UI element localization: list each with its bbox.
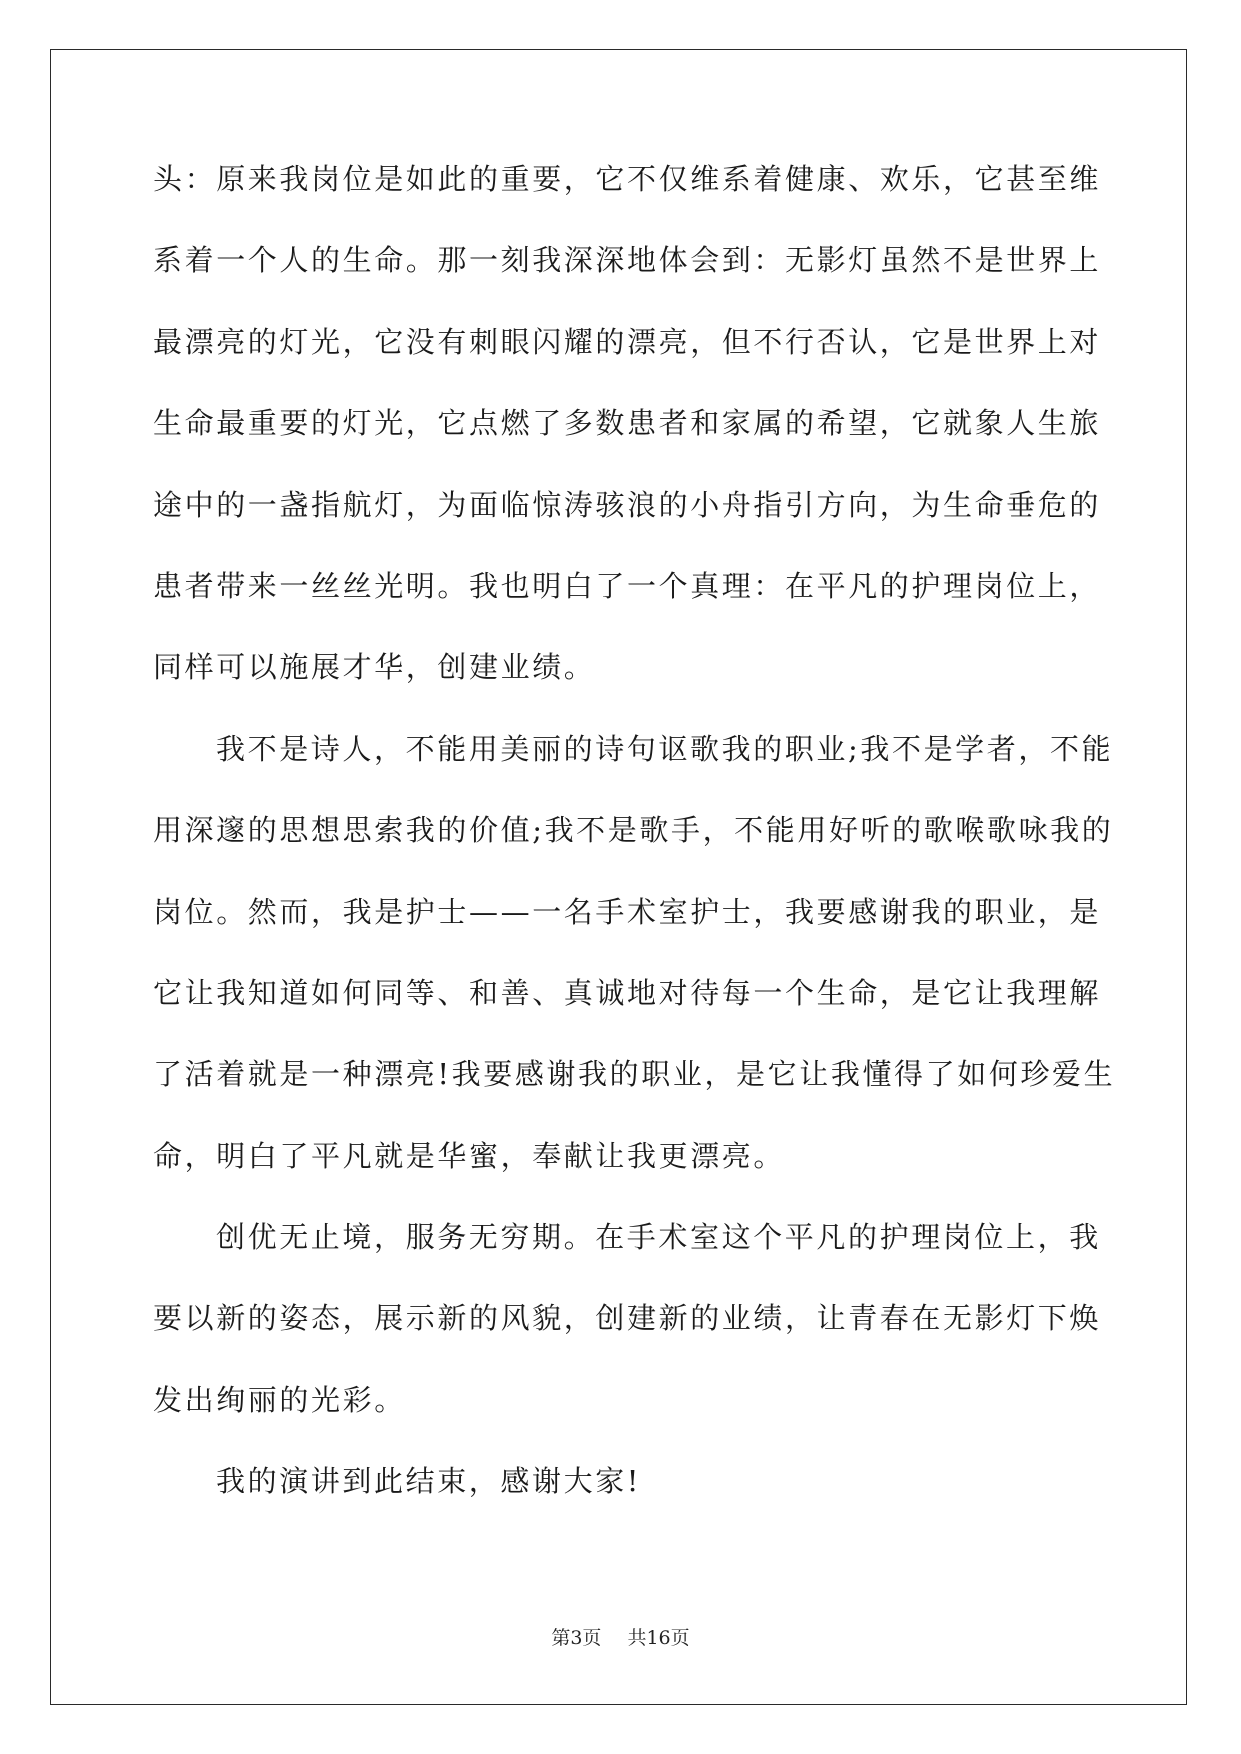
paragraph-start-line: 我的演讲到此结束，感谢大家! [216,1464,642,1499]
text-line: 发出绚丽的光彩。 [153,1382,406,1417]
text-line: 它让我知道如何同等、和善、真诚地对待每一个生命，是它让我理解 [153,975,1102,1010]
text-line: 生命最重要的灯光，它点燃了多数患者和家属的希望，它就象人生旅 [153,406,1102,441]
text-line: 系着一个人的生命。那一刻我深深地体会到：无影灯虽然不是世界上 [153,243,1102,278]
text-line: 头：原来我岗位是如此的重要，它不仅维系着健康、欢乐，它甚至维 [153,162,1102,196]
document-body [153,162,1116,1548]
page-footer [0,1623,1241,1650]
page-number-current: 第3页 [551,1627,602,1649]
text-line: 要以新的姿态，展示新的风貌，创建新的业绩，让青春在无影灯下焕 [153,1301,1102,1336]
text-line: 了活着就是一种漂亮!我要感谢我的职业，是它让我懂得了如何珍爱生 [153,1057,1116,1092]
paragraph-start-line: 创优无止境，服务无穷期。在手术室这个平凡的护理岗位上，我 [216,1220,1101,1255]
text-line: 用深邃的思想思索我的价值;我不是歌手，不能用好听的歌喉歌咏我的 [153,813,1114,848]
text-line: 岗位。然而，我是护士——一名手术室护士，我要感谢我的职业，是 [153,894,1102,929]
page-number-total: 共16页 [627,1627,690,1649]
text-line: 命，明白了平凡就是华蜜，奉献让我更漂亮。 [153,1138,786,1173]
text-line: 最漂亮的灯光，它没有刺眼闪耀的漂亮，但不行否认，它是世界上对 [153,324,1102,359]
text-line: 同样可以施展才华，创建业绩。 [153,650,596,685]
text-line: 途中的一盏指航灯，为面临惊涛骇浪的小舟指引方向，为生命垂危的 [153,487,1102,522]
paragraph-start-line: 我不是诗人，不能用美丽的诗句讴歌我的职业;我不是学者，不能 [216,731,1114,766]
text-line: 患者带来一丝丝光明。我也明白了一个真理：在平凡的护理岗位上， [153,568,1102,603]
